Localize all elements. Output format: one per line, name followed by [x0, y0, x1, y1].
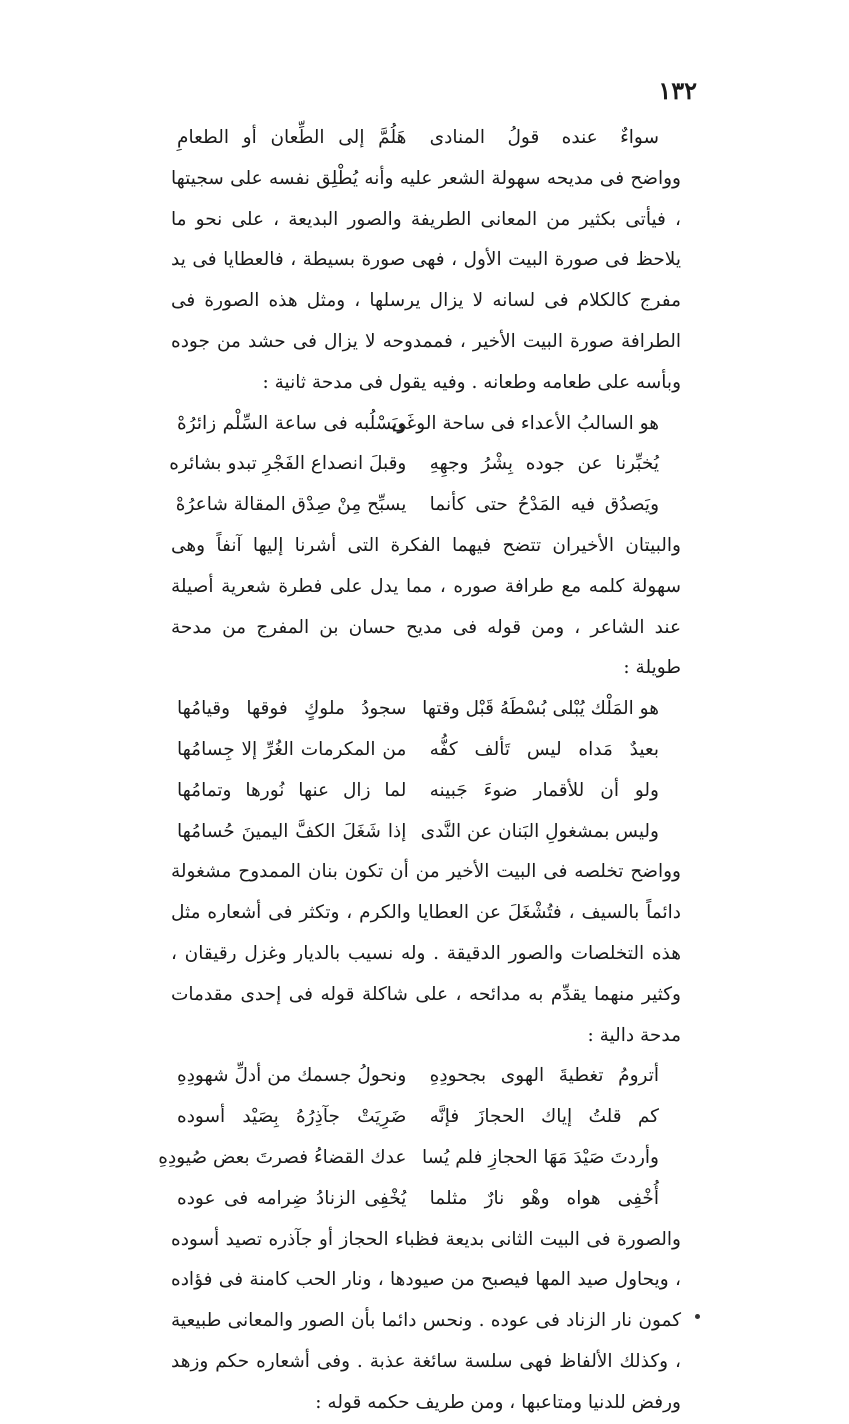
verse-first-hemistich: أُخْفِى هواه وهْو نارٌ مثلما [429, 1187, 659, 1209]
verse-second-hemistich: لما زال عنها نُورها وتمامُها [177, 779, 407, 801]
verse-second-hemistich: ويَسْلُبه فى ساعة السِّلْم زائرُهْ [177, 412, 407, 434]
verse-line [171, 1056, 681, 1097]
prose-paragraph: وواضح تخلصه فى البيت الأخير من أن تكون بنان الممدوح مشغولة دائماً بالسيف ، فتُشْغَلَ عن العطايا والكرم ، وتكثر فى أشعاره مثل هذه التخلصات والصور الدقيقة . وله نسيب بالديار وغزل رقيقان ، وكثير منهما يقدِّم به مدائحه ، على شاكلة قوله فى إحدى مقدمات مدحة دالية : [171, 861, 681, 1046]
poem-block [171, 404, 681, 526]
verse-line [171, 812, 681, 853]
verse-first-hemistich: بعيدٌ مَداه ليس تَألف كفُّه [429, 738, 659, 760]
verse-line [171, 771, 681, 812]
verse-second-hemistich: ضَرِيَتْ جآذِرُهُ بِصَيْد أسوده [177, 1106, 407, 1128]
verse-second-hemistich: وقبلَ انصداع الفَجْرِ تبدو بشائره [169, 453, 407, 475]
stray-mark [695, 1314, 700, 1319]
prose-paragraph: وواضح فى مديحه سهولة الشعر عليه وأنه يُطْلِق نفسه على سجيتها ، فيأتى بكثير من المعانى الطريفة والصور البديعة ، على نحو ما يلاحظ فى صورة البيت الأول ، فهى صورة بسيطة ، فالعطايا فى يد مفرج كالكلام فى لسانه لا يزال يرسلها ، ومثل هذه الصورة فى الطرافة صورة البيت الأخير ، فممدوحه لا يزال فى حشد من جوده وبأسه على طعامه وطعانه . وفيه يقول فى مدحة ثانية : [171, 167, 681, 393]
verse-second-hemistich: هَلُمَّ إلى الطِّعان أو الطعامِ [177, 127, 407, 148]
verse-first-hemistich: هو السالبُ الأعداء فى ساحة الوغَى [391, 412, 659, 434]
prose-paragraph: والبيتان الأخيران تتضح فيهما الفكرة التى أشرنا إليها آنفاً وهى سهولة كلمه مع طرافة صوره ، مما يدل على فطرة شعرية أصيلة عند الشاعر ، ومن قوله فى مديح حسان بن المفرج من مدحة طويلة : [171, 534, 681, 679]
poem-block [171, 118, 681, 159]
verse-line [171, 1179, 681, 1220]
verse-line [158, 1138, 681, 1179]
verse-second-hemistich: يسبِّح مِنْ صِدْق المقالة شاعرُهْ [175, 494, 407, 516]
verse-second-hemistich: يُخْفِى الزنادُ ضِرامه فى عوده [177, 1187, 407, 1209]
verse-second-hemistich: عدك القضاءُ فصرتَ بعض صُيودِهِ [158, 1146, 407, 1168]
prose-paragraph: والصورة فى البيت الثانى بديعة فظباء الحجاز أو جآذره تصيد أسوده ، ويحاول صيد المها فيصبح من صيودها ، ونار الحب كامنة فى فؤاده كمون نار الزناد فى عوده . ونحس دائما بأن الصور والمعانى طبيعية ، وكذلك الألفاظ فهى سلسة سائغة عذبة . وفى أشعاره حكم وزهد ورفض للدنيا ومتاعبها ، ومن طريف حكمه قوله : [171, 1228, 681, 1413]
verse-first-hemistich: ولو أن للأقمار ضوءَ جَبينه [429, 779, 659, 801]
verse-line [171, 404, 681, 445]
verse-first-hemistich: وليس بمشغولِ البَنان عن النَّدى [420, 820, 659, 842]
verse-line [171, 689, 681, 730]
verse-first-hemistich: سواءٌ عنده قولُ المنادى [429, 127, 659, 148]
page-body [158, 118, 681, 1424]
verse-line [171, 118, 681, 159]
verse-line [171, 444, 681, 485]
verse-line [171, 485, 681, 526]
verse-first-hemistich: هو المَلْك يُبْلى بُسْطَهُ قَبْل وقتها [422, 698, 659, 720]
verse-first-hemistich: أترومُ تغطيةَ الهوى بجحودِهِ [429, 1065, 659, 1087]
verse-first-hemistich: ويَصدُق فيه المَدْحُ حتى كأنما [429, 494, 659, 516]
verse-second-hemistich: إذا شَغَلَ الكفَّ اليمينَ حُسامُها [177, 820, 407, 842]
verse-first-hemistich: وأردتَ صَيْدَ مَهَا الحجازِ فلم يُسا [422, 1146, 659, 1168]
verse-line [171, 730, 681, 771]
poem-block [158, 1056, 681, 1219]
verse-first-hemistich: يُخبِّرنا عن جوده بِشْرُ وجهِهِ [429, 453, 659, 475]
verse-second-hemistich: ونحولُ جسمك من أدلِّ شهودِهِ [177, 1065, 407, 1087]
page-number: ١٣٢ [658, 76, 697, 105]
verse-second-hemistich: سجودُ ملوكٍ فوقها وقيامُها [177, 698, 407, 720]
verse-first-hemistich: كم قلتُ إياك الحجازَ فإنَّه [429, 1106, 659, 1128]
verse-second-hemistich: من المكرمات الغُرِّ إلا جِسامُها [177, 738, 407, 760]
verse-line [171, 1097, 681, 1138]
poem-block [171, 689, 681, 852]
